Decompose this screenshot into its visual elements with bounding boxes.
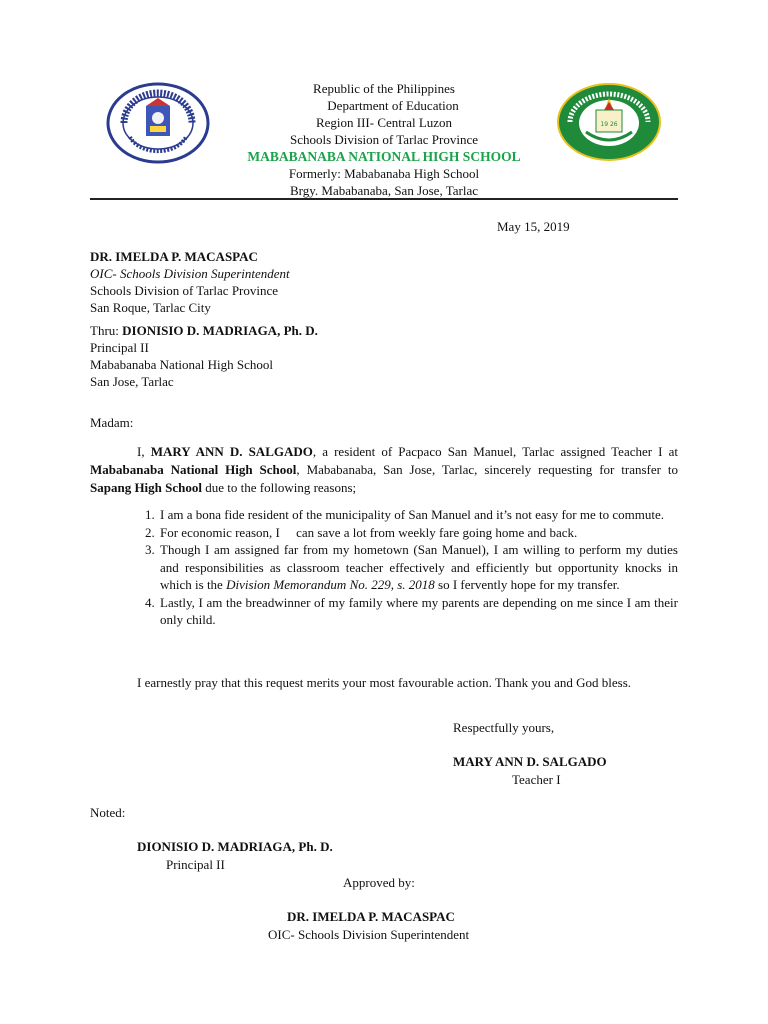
salutation: Madam: [90,415,134,430]
noted-title: Principal II [166,857,225,872]
letterhead [0,80,768,199]
complimentary-close: Respectfully yours, [453,720,555,735]
thru-label: Thru: [90,323,123,338]
reason-text: Though I am assigned far from my hometown (San Manuel), I am willing to perform my duties and responsibilities as classroom teacher effectively and efficiently but opportunity knocks in which is the [160,542,678,592]
body-text: due to the following reasons; [202,480,357,495]
reason-item: 2. For economic reason, I can save a lot from weekly fare going home and back. [158,524,678,542]
recipient-block [90,248,290,316]
approved-label: Approved by: [343,875,415,890]
school-seal-year: 19 26 [600,121,618,128]
sender-signature-title: Teacher I [512,772,561,787]
recipient-name: DR. IMELDA P. MACASPAC [90,249,258,264]
recipient-address: San Roque, Tarlac City [90,300,211,315]
approved-name: DR. IMELDA P. MACASPAC [287,909,455,924]
approved-title: OIC- Schools Division Superintendent [268,927,470,942]
body-text: , a resident of Pacpaco San Manuel, Tarlac assigned Teacher I at [312,444,678,459]
noted-name: DIONISIO D. MADRIAGA, Ph. D. [137,839,333,854]
noted-label: Noted: [90,805,126,820]
sender-signature-name: MARY ANN D. SALGADO [453,754,607,769]
reason-item: 4. Lastly, I am the breadwinner of my family where my parents are depending on me since I am their only child. [158,594,678,629]
letter-date: May 15, 2019 [497,219,570,234]
thru-address: San Jose, Tarlac [90,374,174,389]
school-name: MABABANABA NATIONAL HIGH SCHOOL [247,149,521,164]
reasons-list [90,506,678,629]
letterhead-division: Schools Division of Tarlac Province [289,132,479,147]
header-divider [90,198,678,200]
letterhead-region: Region III- Central Luzon [315,115,453,130]
body-school-name: Mababanaba National High School [90,462,297,477]
letterhead-address: Brgy. Mababanaba, San Jose, Tarlac [289,183,479,198]
letterhead-formerly: Formerly: Mababanaba High School [288,166,480,181]
body-paragraph [90,443,678,497]
recipient-office: Schools Division of Tarlac Province [90,283,279,298]
letterhead-republic: Republic of the Philippines [313,81,455,96]
thru-title: Principal II [90,340,149,355]
reason-text: so I fervently hope for my transfer. [434,577,620,592]
body-text: , Mababanaba, San Jose, Tarlac, sincerely requesting for transfer to [296,462,679,477]
letterhead-department: Department of Education [327,98,459,113]
thru-block [90,322,318,390]
reason-item [158,541,678,594]
division-memorandum-ref: Division Memorandum No. 229, s. 2018 [226,577,435,592]
body-target-school: Sapang High School [90,480,202,495]
reason-item: 1. I am a bona fide resident of the municipality of San Manuel and it’s not easy for me to commute. [158,506,678,524]
body-sender-name: MARY ANN D. SALGADO [150,444,313,459]
recipient-title: OIC- Schools Division Superintendent [90,266,290,281]
thru-school: Mababanaba National High School [90,357,274,372]
body-text: I, [137,444,151,459]
thru-name: DIONISIO D. MADRIAGA, Ph. D. [122,323,318,338]
closing-paragraph: I earnestly pray that this request merits your most favourable action. Thank you and God bless. [137,675,631,690]
